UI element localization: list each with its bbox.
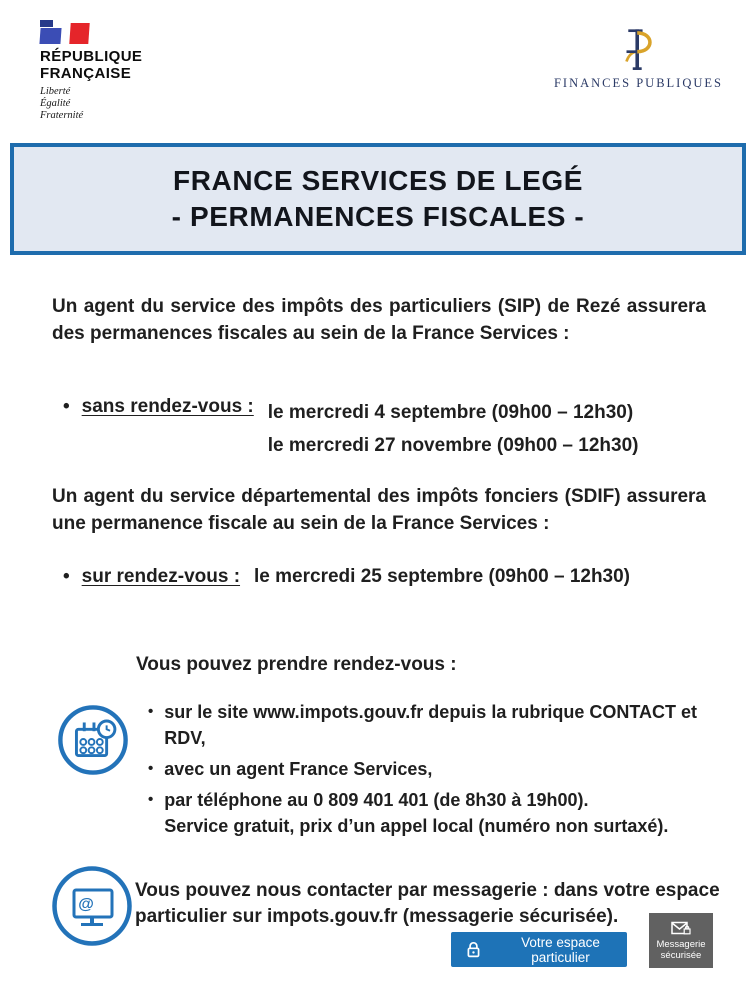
badge-line1: Messagerie — [656, 939, 706, 950]
lock-icon — [465, 940, 482, 960]
messagerie-securisee-badge — [649, 913, 713, 968]
sip-dates — [268, 396, 639, 462]
appointment-item-phone: • par téléphone au 0 809 401 401 (de 8h30 à 19h00). Service gratuit, prix d’un appel local (numéro non surtaxé). — [148, 787, 733, 839]
messaging-line1: Vous pouvez nous contacter par messagerie : dans votre espace — [135, 880, 720, 901]
sip-bullet — [63, 396, 638, 462]
sdif-bullet — [63, 566, 630, 588]
banner-title-line2: - PERMANENCES FISCALES - — [171, 201, 585, 232]
espace-particulier-button[interactable] — [451, 932, 627, 967]
sip-bullet-label: sans rendez-vous : — [81, 396, 254, 417]
sip-date-2: le mercredi 27 novembre (09h00 – 12h30) — [267, 435, 639, 456]
sdif-date: le mercredi 25 septembre (09h00 – 12h30) — [254, 566, 631, 587]
banner-title-line1: FRANCE SERVICES DE LEGÉ — [172, 165, 584, 196]
messaging-paragraph — [135, 878, 735, 930]
bullet-icon: • — [148, 791, 154, 808]
republic-name-line2: FRANÇAISE — [40, 65, 132, 82]
bullet-icon: • — [148, 760, 154, 777]
sdif-paragraph: Un agent du service départemental des impôts fonciers (SDIF) assurera une permanence fiscale au sein de la France Services : — [52, 486, 706, 534]
badge-line2: sécurisée — [660, 950, 702, 961]
bullet-icon: • — [148, 703, 154, 720]
monitor-email-icon — [50, 864, 134, 948]
title-banner — [10, 143, 746, 255]
appointment-item-agent: • avec un agent France Services, — [148, 756, 733, 782]
republique-francaise-logo — [40, 20, 142, 122]
sip-date-1: le mercredi 4 septembre (09h00 – 12h30) — [267, 402, 634, 423]
republic-motto: Liberté Égalité Fraternité — [40, 86, 84, 121]
svg-text:@: @ — [78, 896, 94, 913]
espace-button-label: Votre espace particulier — [521, 934, 600, 965]
appointment-heading: Vous pouvez prendre rendez-vous : — [136, 654, 457, 675]
french-flag-icon — [40, 20, 92, 46]
bullet-icon: • — [63, 396, 70, 417]
sip-paragraph: Un agent du service des impôts des particuliers (SIP) de Rezé assurera des permanences fiscales au sein de la France Services : — [52, 296, 706, 344]
appointment-item-website: • sur le site www.impots.gouv.fr depuis la rubrique CONTACT et RDV, — [148, 699, 733, 751]
bullet-icon: • — [63, 566, 70, 587]
fp-monogram-icon — [613, 24, 665, 74]
sdif-bullet-label: sur rendez-vous : — [81, 566, 241, 587]
appointment-list — [148, 699, 733, 844]
secure-mail-icon — [671, 920, 691, 937]
republic-name-line1: RÉPUBLIQUE — [40, 48, 143, 65]
finances-publiques-label: FINANCES PUBLIQUES — [553, 76, 723, 90]
calendar-clock-icon — [56, 701, 130, 779]
messaging-line2: particulier sur impots.gouv.fr (messagerie sécurisée). — [135, 906, 619, 927]
finances-publiques-logo — [551, 24, 726, 91]
